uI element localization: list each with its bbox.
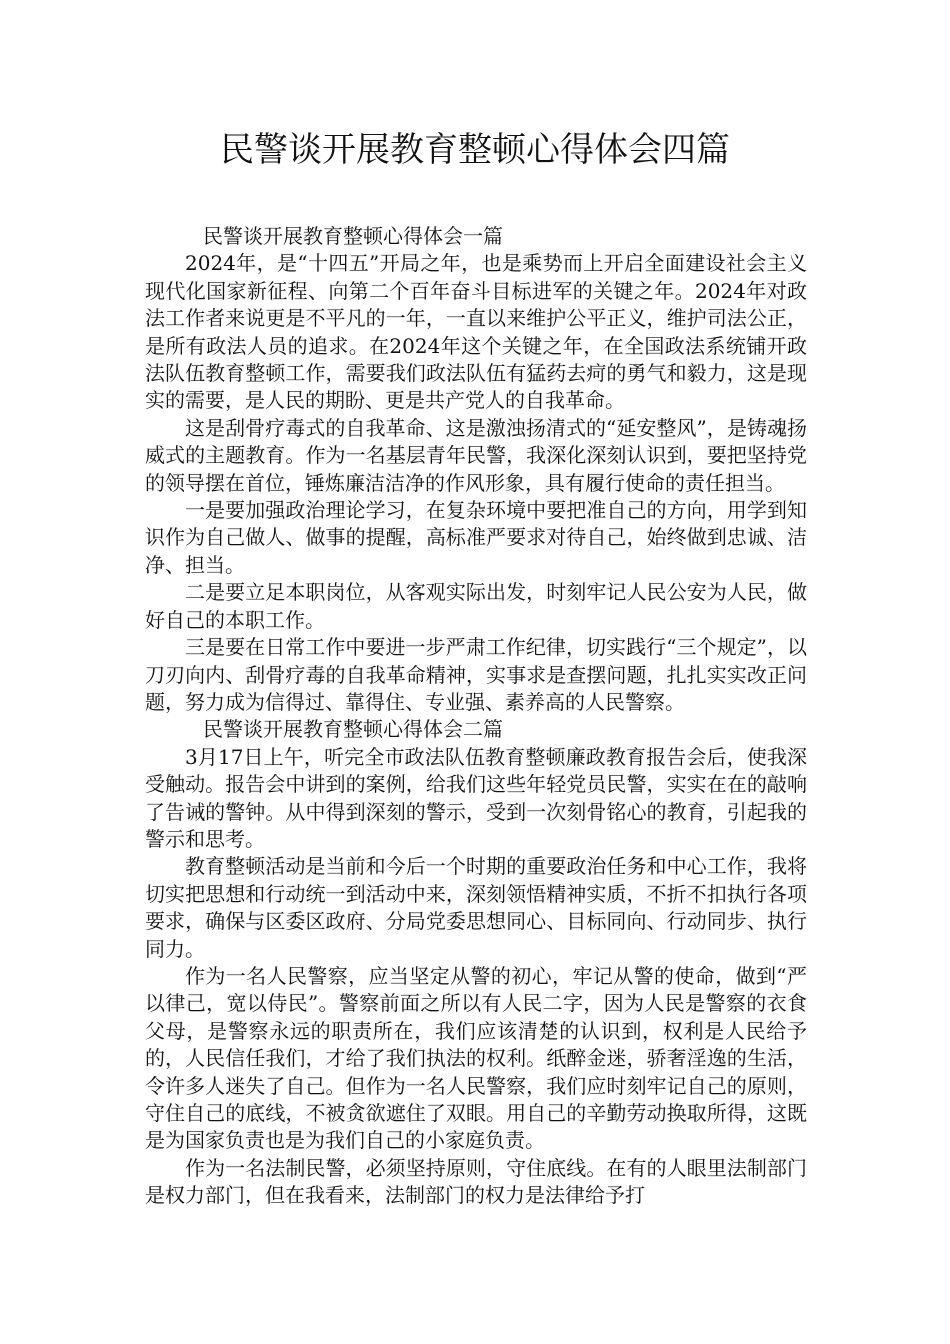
paragraph: 教育整顿活动是当前和今后一个时期的重要政治任务和中心工作，我将切实把思想和行动统一到活动中来，深刻领悟精神实质，不折不扣执行各项要求，确保与区委区政府、分局党委思想同心、目标同向、行动同步、执行同力。 bbox=[145, 854, 807, 961]
paragraph: 2024年，是“十四五”开局之年，也是乘势而上开启全面建设社会主义现代化国家新征程、向第二个百年奋斗目标进军的关键之年。2024年对政法工作者来说更是不平凡的一年，一直以来维护公平正义，维护司法公正，是所有政法人员的追求。在2024年这个关键之年，在全国政法系统铺开政法队伍教育整顿工作，需要我们政法队伍有猛药去疴的勇气和毅力，这是现实的需要，是人民的期盼、更是共产党人的自我革命。 bbox=[145, 251, 807, 413]
paragraph: 二是要立足本职岗位，从客观实际出发，时刻牢记人民公安为人民，做好自己的本职工作。 bbox=[145, 580, 807, 632]
document-title: 民警谈开展教育整顿心得体会四篇 bbox=[220, 130, 730, 170]
section-heading-2: 民警谈开展教育整顿心得体会二篇 bbox=[203, 717, 503, 742]
paragraph: 作为一名人民警察，应当坚定从警的初心，牢记从警的使命，做到“严以律己，宽以侍民”。警察前面之所以有人民二字，因为人民是警察的衣食父母，是警察永远的职责所在，我们应该清楚的认识到，权利是人民给予的，人民信任我们，才给了我们执法的权利。纸醉金迷，骄奢淫逸的生活，令许多人迷失了自己。但作为一名人民警察，我们应时刻牢记自己的原则，守住自己的底线，不被贪欲遮住了双眼。用自己的辛勤劳动换取所得，这既是为国家负责也是为我们自己的小家庭负责。 bbox=[145, 963, 807, 1153]
section-heading-1: 民警谈开展教育整顿心得体会一篇 bbox=[203, 224, 503, 248]
paragraph: 3月17日上午，听完全市政法队伍教育整顿廉政教育报告会后，使我深受触动。报告会中讲到的案例，给我们这些年轻党员民警，实实在在的敲响了告诫的警钟。从中得到深刻的警示，受到一次刻骨铭心的教育，引起我的警示和思考。 bbox=[145, 744, 807, 851]
paragraph: 作为一名法制民警，必须坚持原则，守住底线。在有的人眼里法制部门是权力部门，但在我看来，法制部门的权力是法律给予打 bbox=[145, 1155, 807, 1208]
paragraph: 三是要在日常工作中要进一步严肃工作纪律，切实践行“三个规定”，以刀刃向内、刮骨疗毒的自我革命精神，实事求是查摆问题，扎扎实实改正问题，努力成为信得过、靠得住、专业强、素养高的人民警察。 bbox=[145, 635, 807, 714]
document-body bbox=[145, 223, 807, 1210]
paragraph: 一是要加强政治理论学习，在复杂环境中要把准自己的方向，用学到知识作为自己做人、做事的提醒，高标准严要求对待自己，始终做到忠诚、洁净、担当。 bbox=[145, 498, 807, 577]
paragraph: 这是刮骨疗毒式的自我革命、这是激浊扬清式的“延安整风”，是铸魂扬威式的主题教育。作为一名基层青年民警，我深化深刻认识到，要把坚持党的领导摆在首位，锤炼廉洁洁净的作风形象，具有履行使命的责任担当。 bbox=[145, 415, 807, 495]
